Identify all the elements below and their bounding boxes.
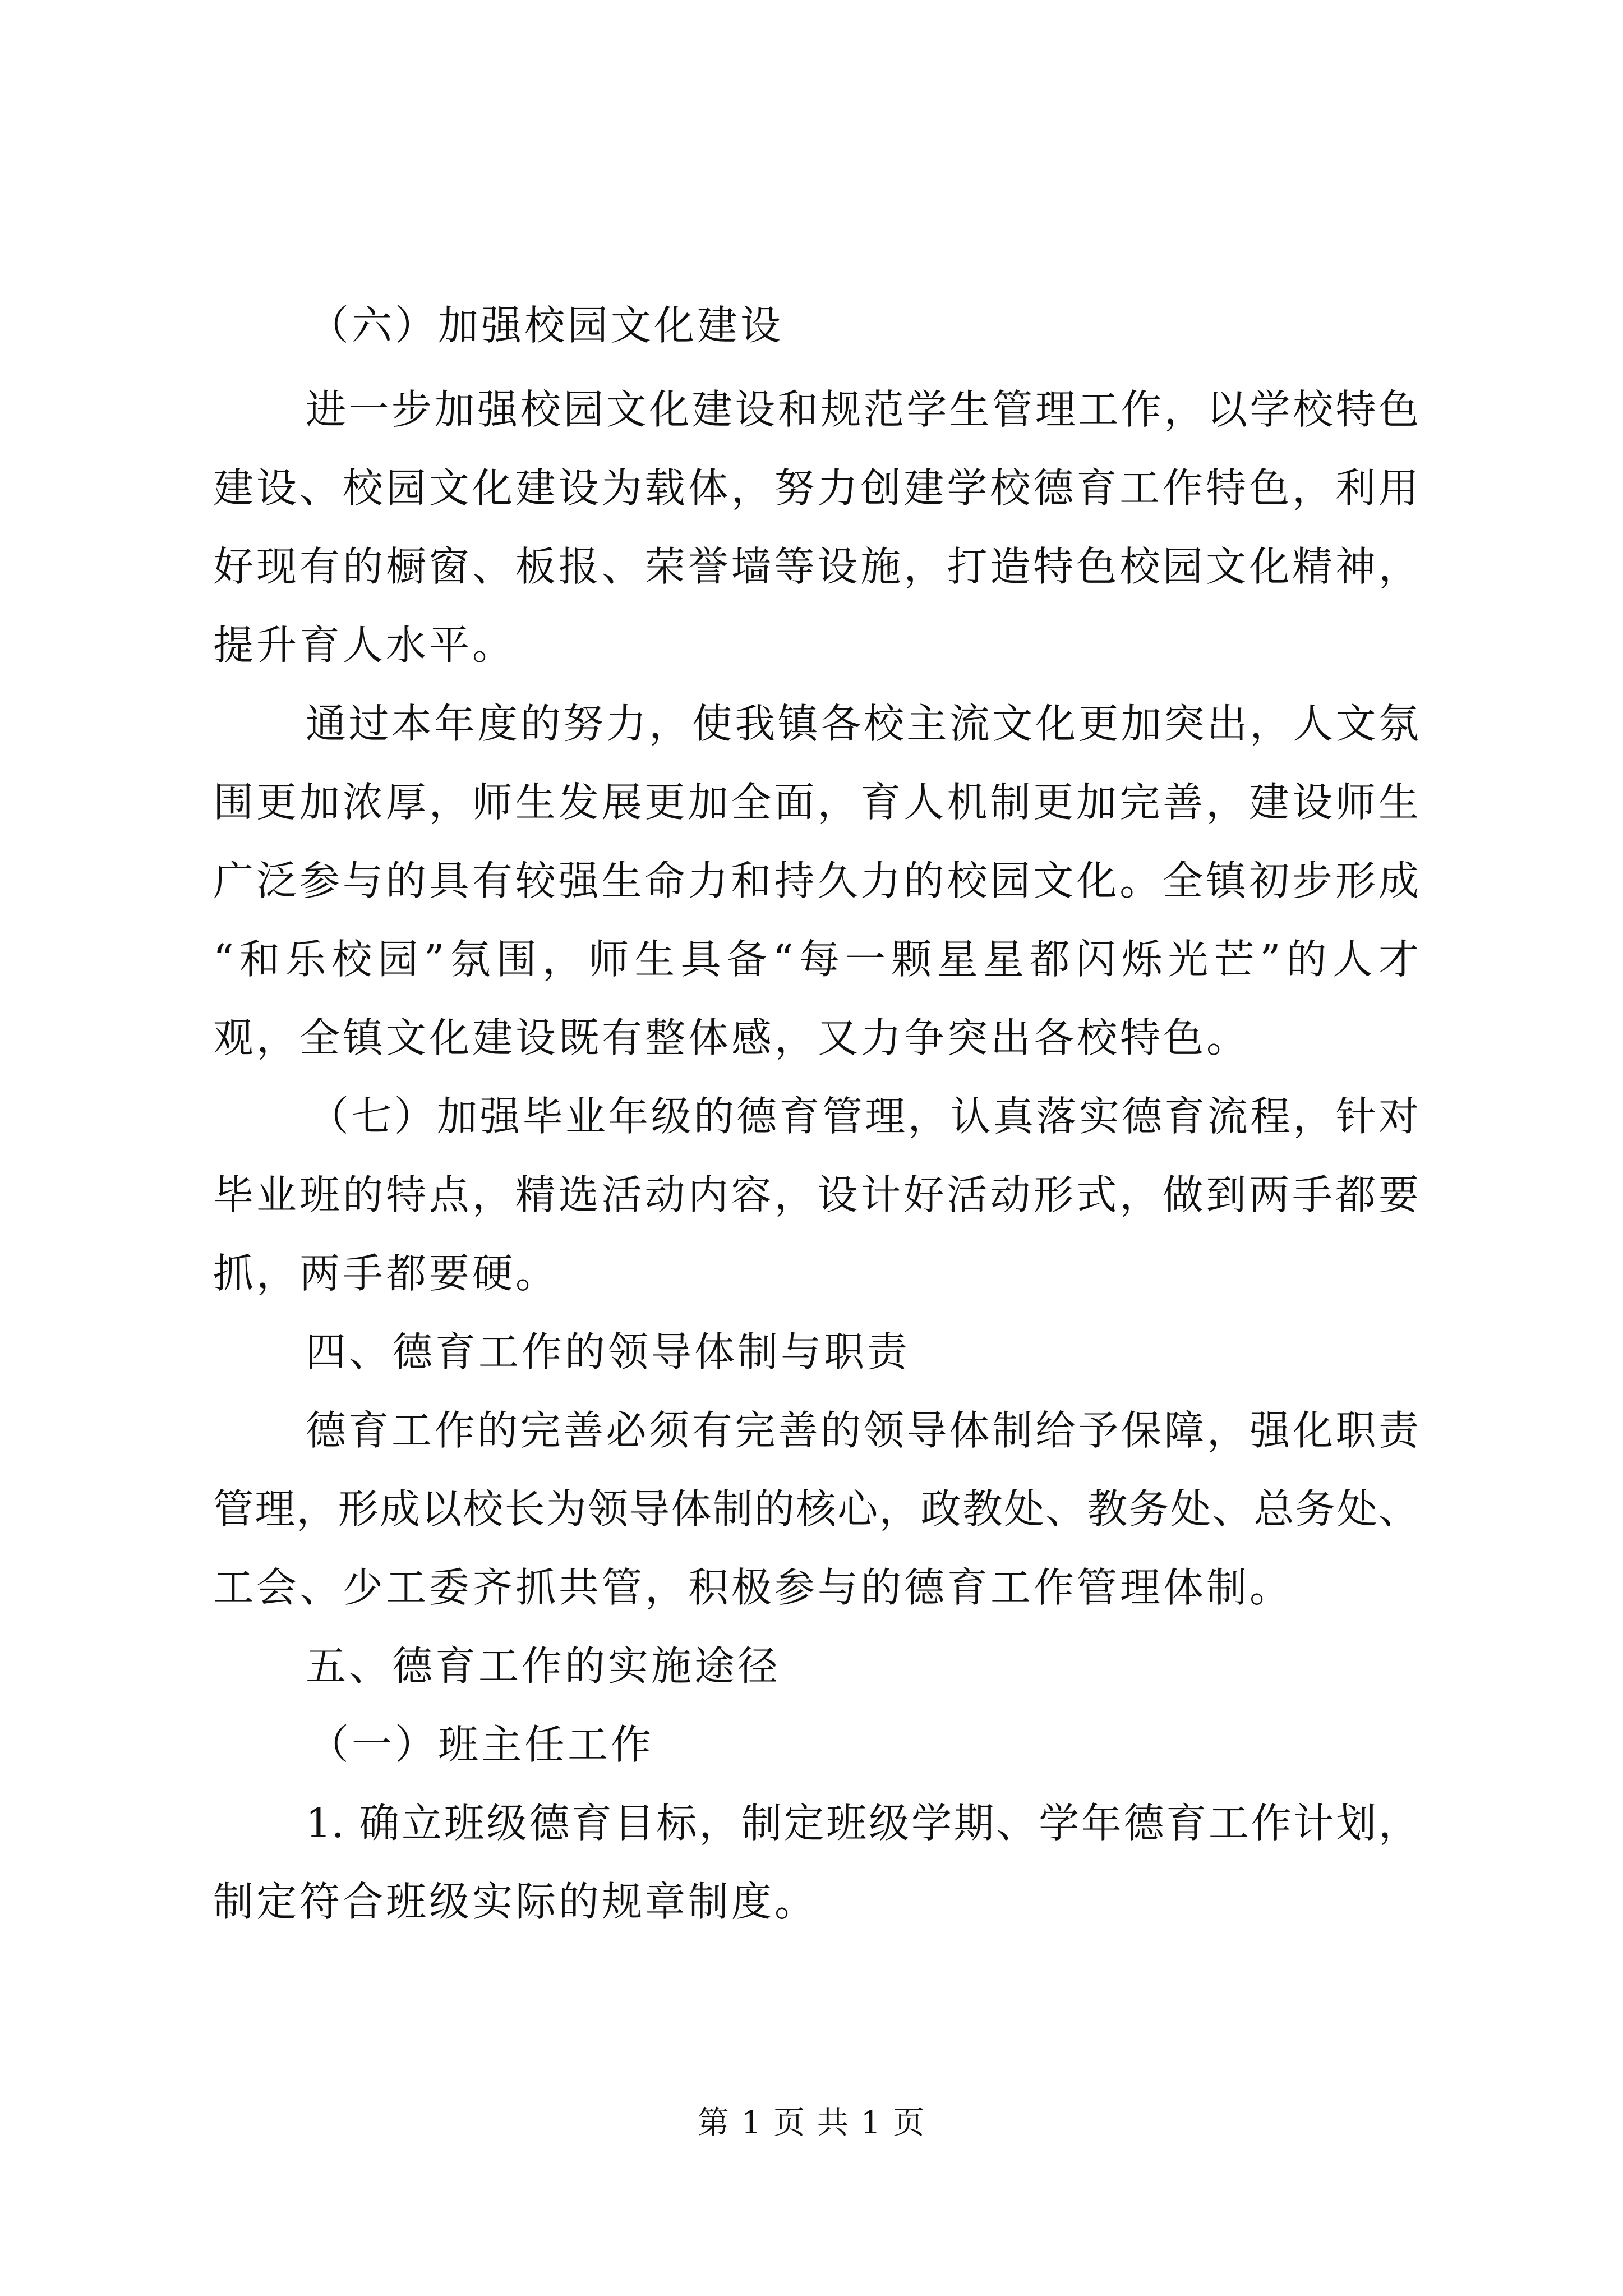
- paragraph-line: 建设、校园文化建设为载体，努力创建学校德育工作特色，利用: [213, 464, 1419, 512]
- paragraph-line: “和乐校园”氛围，师生具备“每一颗星星都闪烁光芒”的人才: [213, 936, 1419, 983]
- page-footer: 第 1 页 共 1 页: [697, 2105, 926, 2141]
- paragraph-line: 管理，形成以校长为领导体制的核心，政教处、教务处、总务处、: [213, 1485, 1419, 1533]
- paragraph-line: 通过本年度的努力，使我镇各校主流文化更加突出，人文氛: [306, 700, 1419, 747]
- paragraph-line: 抓，两手都要硬。: [213, 1250, 559, 1297]
- paragraph-line: 德育工作的完善必须有完善的领导体制给予保障，强化职责: [306, 1407, 1419, 1454]
- paragraph-line: 广泛参与的具有较强生命力和持久力的校园文化。全镇初步形成: [213, 857, 1419, 904]
- paragraph-line: 毕业班的特点，精选活动内容，设计好活动形式，做到两手都要: [213, 1171, 1419, 1218]
- paragraph-line: 工会、少工委齐抓共管，积极参与的德育工作管理体制。: [213, 1564, 1293, 1611]
- paragraph-line: 围更加浓厚，师生发展更加全面，育人机制更加完善，建设师生: [213, 779, 1419, 826]
- paragraph-line: 观，全镇文化建设既有整体感，又力争突出各校特色。: [213, 1014, 1250, 1061]
- paragraph-line: 制定符合班级实际的规章制度。: [213, 1878, 818, 1925]
- list-item-1: 1. 确立班级德育目标，制定班级学期、学年德育工作计划，: [306, 1800, 1419, 1847]
- paragraph-line: 进一步加强校园文化建设和规范学生管理工作，以学校特色: [306, 386, 1419, 433]
- chapter-heading-4: 四、德育工作的领导体制与职责: [306, 1328, 911, 1375]
- chapter-heading-5: 五、德育工作的实施途径: [306, 1642, 781, 1690]
- section-heading-7: （七）加强毕业年级的德育管理，认真落实德育流程，针对: [308, 1093, 1419, 1140]
- section-heading-6: （六）加强校园文化建设: [308, 302, 784, 349]
- paragraph-line: 好现有的橱窗、板报、荣誉墙等设施，打造特色校园文化精神，: [213, 543, 1419, 590]
- section-heading-1: （一）班主任工作: [308, 1721, 654, 1768]
- paragraph-line: 提升育人水平。: [213, 622, 516, 669]
